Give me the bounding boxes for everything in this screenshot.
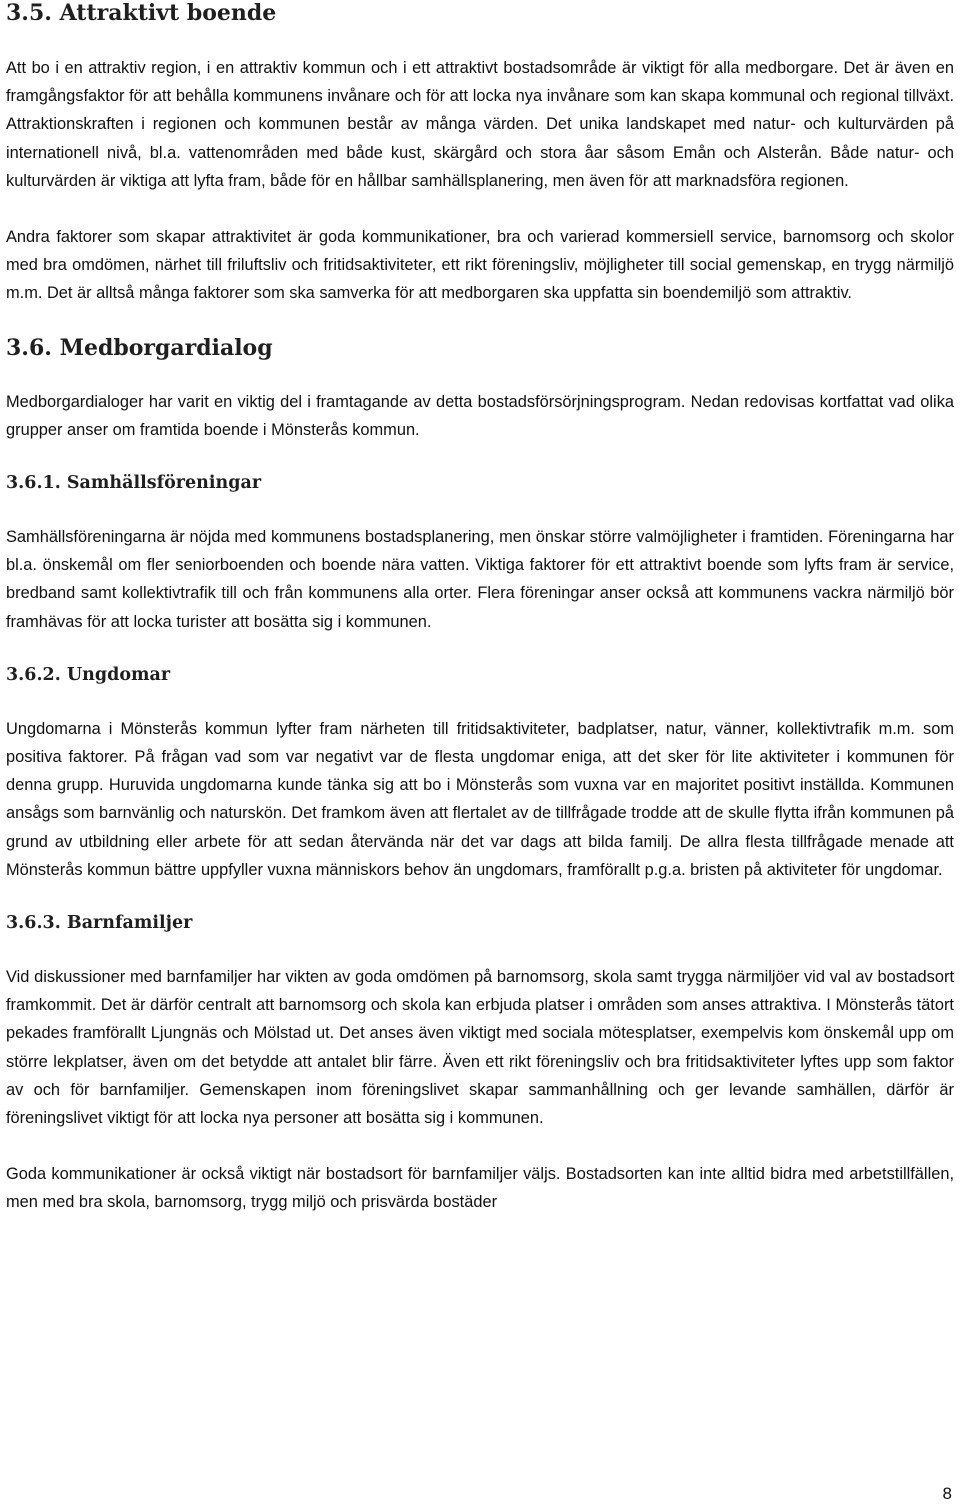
paragraph-ungdomar: Ungdomarna i Mönsterås kommun lyfter fram närheten till fritidsaktiviteter, badplatser, natur, vänner, kollektivtrafik m.m. som positiva faktorer. På frågan vad som var negativt var de flesta ungdomar eniga, att det sker för lite aktiviteter i kommunen för denna grupp. Huruvida ungdomarna kunde tänka sig att bo i Mönsterås som vuxna var en majoritet positivt inställda. Kommunen ansågs som barnvänlig och naturskön. Det framkom även att flertalet av de tillfrågade trodde att de skulle flytta ifrån kommunen på grund av utbildning eller arbete för att sedan återvända när det var dags att bilda familj. De allra flesta tillfrågade menade att Mönsterås kommun bättre uppfyller vuxna människors behov än ungdomars, framförallt p.g.a. bristen på aktiviteter för ungdomar. bbox=[6, 719, 954, 879]
paragraph-medborgardialog: Medborgardialoger har varit en viktig del i framtagande av detta bostadsförsörjningsprogram. Nedan redovisas kortfattat vad olika grupper anser om framtida boende i Mönsterås kommun. bbox=[6, 392, 954, 439]
paragraph-barnfamiljer-1: Vid diskussioner med barnfamiljer har vikten av goda omdömen på barnomsorg, skola samt trygga närmiljöer vid val av bostadsort framkommit. Det är därför centralt att barnomsorg och skola kan erbjuda platser i områden som anses attraktiva. I Mönsterås tätort pekades framförallt Ljungnäs och Mölstad ut. Det anses även viktigt med sociala mötesplatser, exempelvis kom önskemål upp om större lekplatser, även om det betydde att antalet blir färre. Även ett rikt föreningsliv och bra fritidsaktiviteter lyftes upp som faktor av och för barnfamiljer. Gemenskapen inom föreningslivet skapar sammanhållning och ger levande samhällen, därför är föreningslivet viktigt för att locka nya personer att bosätta sig i kommunen. bbox=[6, 968, 954, 1128]
paragraph-attraktivt-boende-1: Att bo i en attraktiv region, i en attraktiv kommun och i ett attraktivt bostadsområde är viktigt för alla medborgare. Det är även en framgångsfaktor för att behålla kommunens invånare och för att locka nya invånare som kan skapa kommunal och regional tillväxt. Attraktionskraften i regionen och kommunen består av många värden. Det unika landskapet med natur- och kulturvärden på internationell nivå, bl.a. vattenområden med både kust, skärgård och stora åar såsom Emån och Alsterån. Både natur- och kulturvärden är viktiga att lyfta fram, både för en hållbar samhällsplanering, men även för att marknadsföra regionen. bbox=[6, 59, 954, 190]
document-page bbox=[6, 0, 954, 1217]
subsection-heading-ungdomar: 3.6.2. Ungdomar bbox=[6, 664, 171, 685]
subsection-heading-barnfamiljer: 3.6.3. Barnfamiljer bbox=[6, 913, 193, 934]
paragraph-barnfamiljer-2: Goda kommunikationer är också viktigt när bostadsort för barnfamiljer väljs. Bostadsorten kan inte alltid bidra med arbetstillfällen, men med bra skola, barnomsorg, trygg miljö och prisvärda bostäder bbox=[6, 1165, 954, 1212]
section-heading-medborgardialog: 3.6. Medborgardialog bbox=[6, 334, 273, 361]
paragraph-samhallsforeningar: Samhällsföreningarna är nöjda med kommunens bostadsplanering, men önskar större valmöjligheter i framtiden. Föreningarna har bl.a. önskemål om fler seniorboenden och boende nära vatten. Viktiga faktorer för ett attraktivt boende som lyfts fram är service, bredband samt kollektivtrafik till och från kommunens alla orter. Flera föreningar anser också att kommunens vackra närmiljö bör framhävas för att locka turister att bosätta sig i kommunen. bbox=[6, 528, 954, 631]
section-heading-attraktivt-boende: 3.5. Attraktivt boende bbox=[6, 0, 277, 26]
subsection-heading-samhallsforeningar: 3.6.1. Samhällsföreningar bbox=[6, 473, 262, 494]
paragraph-attraktivt-boende-2: Andra faktorer som skapar attraktivitet är goda kommunikationer, bra och varierad kommersiell service, barnomsorg och skolor med bra omdömen, närhet till friluftsliv och fritidsaktiviteter, ett rikt föreningsliv, möjligheter till social gemenskap, en trygg närmiljö m.m. Det är alltså många faktorer som ska samverka för att medborgaren ska uppfatta sin boendemiljö som attraktiv. bbox=[6, 228, 954, 303]
page-number: 8 bbox=[942, 1484, 952, 1503]
